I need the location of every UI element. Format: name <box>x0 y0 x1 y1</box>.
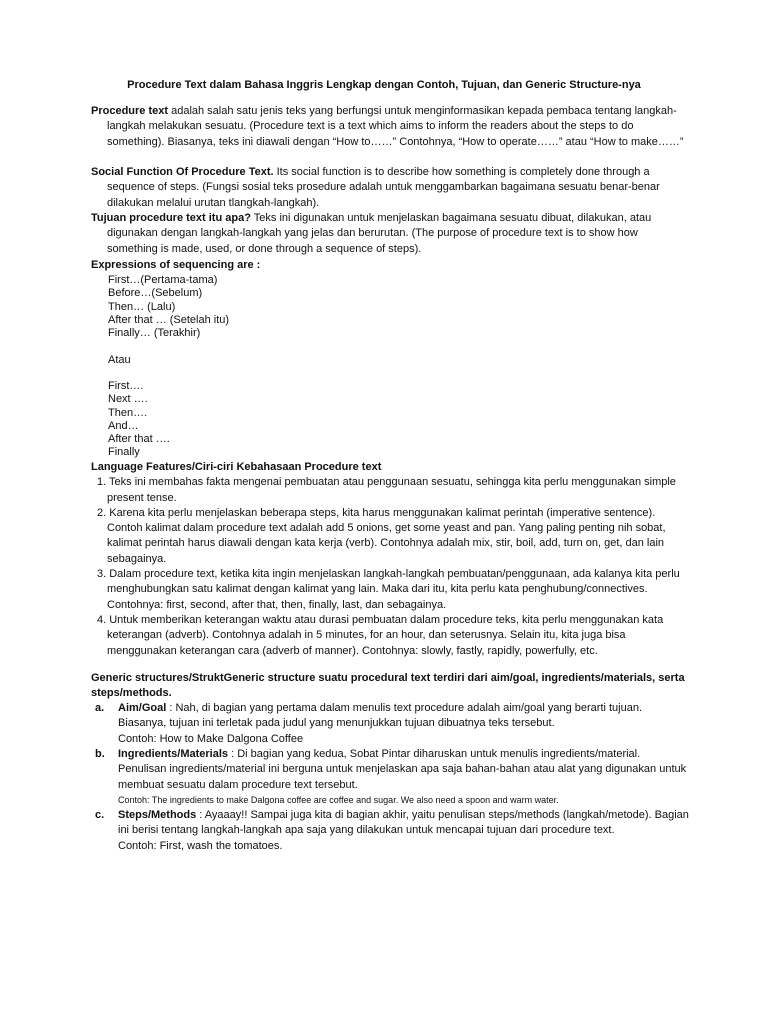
sequence-item: First…(Pertama-tama) <box>108 274 218 286</box>
sequencing-group-1 <box>108 274 229 340</box>
definition-text: adalah salah satu jenis teks yang berfungsi untuk menginformasikan kepada pembaca tentang langkah-langkah melakukan sesuatu. (Procedure text is a text which aims to inform the readers about the steps to do something). Biasanya, teks ini diawali dengan “How to……” Contohnya, “How to operate……” atau “How to make……” <box>107 105 684 148</box>
sequence-item: Finally <box>108 446 140 459</box>
sequence-item: First…. <box>108 380 144 392</box>
purpose-section <box>91 211 691 257</box>
item-marker: b. <box>95 748 105 760</box>
item-example: Contoh: First, wash the tomatoes. <box>118 839 283 852</box>
language-feature-item: 2. Karena kita perlu menjelaskan beberapa steps, kita harus menggunakan kalimat perintah (imperative sentence). Contoh kalimat dalam procedure text adalah add 5 onions, get some yeast and pan. Yang paling penting nih sobat, kalimat perintah harus diawali dengan kata kerja (verb). Contohnya adalah mix, stir, boil, add, turn on, get, dan lain sebagainya. <box>97 506 666 565</box>
generic-structure-item-ingredients <box>91 747 691 808</box>
sequencing-atau: Atau <box>108 354 131 366</box>
item-marker: c. <box>95 809 105 821</box>
language-feature-item: 3. Dalam procedure text, ketika kita ingin menjelaskan langkah-langkah pembuatan/penggunaan, ada kalanya kita perlu menghubungkan satu kalimat dengan kalimat yang lain. Maka dari itu, kita perlu kata penghubung/connectives. Contohnya: first, second, after that, then, finally, last, dan sebagainya. <box>97 568 680 611</box>
purpose-term: Tujuan procedure text itu apa? <box>91 212 251 224</box>
language-feature-item: 4. Untuk memberikan keterangan waktu atau durasi pembuatan dalam procedure teks, kita perlu menggunakan kata keterangan (adverb). Contohnya adalah in 5 minutes, for an hour, dan seterusnya. Selain itu, kita juga bisa menggunakan keterangan cara (adverb of manner). Contohnya: slowly, fastly, rapidly, powerfully, etc. <box>97 613 664 657</box>
sequence-item: Then… (Lalu) <box>108 300 176 313</box>
sequence-item: Before…(Sebelum) <box>108 287 203 300</box>
purpose-text: Teks ini digunakan untuk menjelaskan bagaimana sesuatu dibuat, dilakukan, atau digunakan dengan langkah-langkah yang jelas dan berurutan. (The purpose of procedure text is to show how something is made, used, or done through a sequence of steps). <box>107 212 652 255</box>
item-term: Steps/Methods <box>118 809 197 821</box>
definition-section <box>91 104 691 150</box>
social-function-section <box>91 165 691 211</box>
social-function-term: Social Function Of Procedure Text. <box>91 166 274 178</box>
social-function-text: Its social function is to describe how something is completely done through a sequence of steps. (Fungsi sosial teks prosedure adalah untuk menggambarkan bagaimana sesuatu benar-benar dilakukan melalui urutan tlangkah-langkah). <box>107 166 660 209</box>
definition-term: Procedure text <box>91 105 169 117</box>
sequence-item: Next …. <box>108 393 148 406</box>
language-feature-item: 1. Teks ini membahas fakta mengenai pembuatan atau penggunaan sesuatu, sehingga kita perlu menggunakan simple present tense. <box>97 476 676 504</box>
sequence-item: Then…. <box>108 406 148 419</box>
item-example: Contoh: The ingredients to make Dalgona coffee are coffee and sugar. We also need a spoon and warm water. <box>118 794 559 805</box>
item-term: Aim/Goal <box>118 702 167 714</box>
document-title: Procedure Text dalam Bahasa Inggris Lengkap dengan Contoh, Tujuan, dan Generic Structure-nya <box>127 79 641 91</box>
generic-structure-heading: Generic structures/StruktGeneric structure suatu procedural text terdiri dari aim/goal, ingredients/materials, serta steps/methods. <box>91 672 685 700</box>
item-term: Ingredients/Materials <box>118 748 229 760</box>
sequence-item: After that … (Setelah itu) <box>108 313 230 326</box>
item-text: : Ayaaay!! Sampai juga kita di bagian akhir, yaitu penulisan steps/methods (langkah/metode). Bagian ini berisi tentang langkah-langkah apa saja yang dilakukan untuk mencapai tujuan dari procedure text. <box>118 809 689 837</box>
language-features-heading: Language Features/Ciri-ciri Kebahasaan Procedure text <box>91 461 382 473</box>
language-features-section <box>91 460 691 659</box>
sequencing-group-2 <box>108 380 170 460</box>
sequence-item: After that …. <box>108 433 170 446</box>
item-marker: a. <box>95 702 105 714</box>
sequence-item: And… <box>108 419 139 432</box>
generic-structure-item-steps <box>91 808 691 854</box>
sequencing-heading: Expressions of sequencing are : <box>91 259 261 271</box>
item-text: : Nah, di bagian yang pertama dalam menulis text procedure adalah aim/goal yang berarti tujuan. Biasanya, tujuan ini terletak pada judul yang menunjukkan tujuan dibuatnya teks tersebut. <box>118 702 643 730</box>
item-example: Contoh: How to Make Dalgona Coffee <box>118 732 304 745</box>
generic-structure-item-aim <box>91 701 691 747</box>
sequence-item: Finally… (Terakhir) <box>108 327 201 340</box>
item-text: : Di bagian yang kedua, Sobat Pintar diharuskan untuk menulis ingredients/material. Penulisan ingredients/material ini berguna untuk menjelaskan apa saja bahan-bahan atau alat yang digunakan untuk membuat sesuatu dalam procedure text tersebut. <box>118 748 687 791</box>
